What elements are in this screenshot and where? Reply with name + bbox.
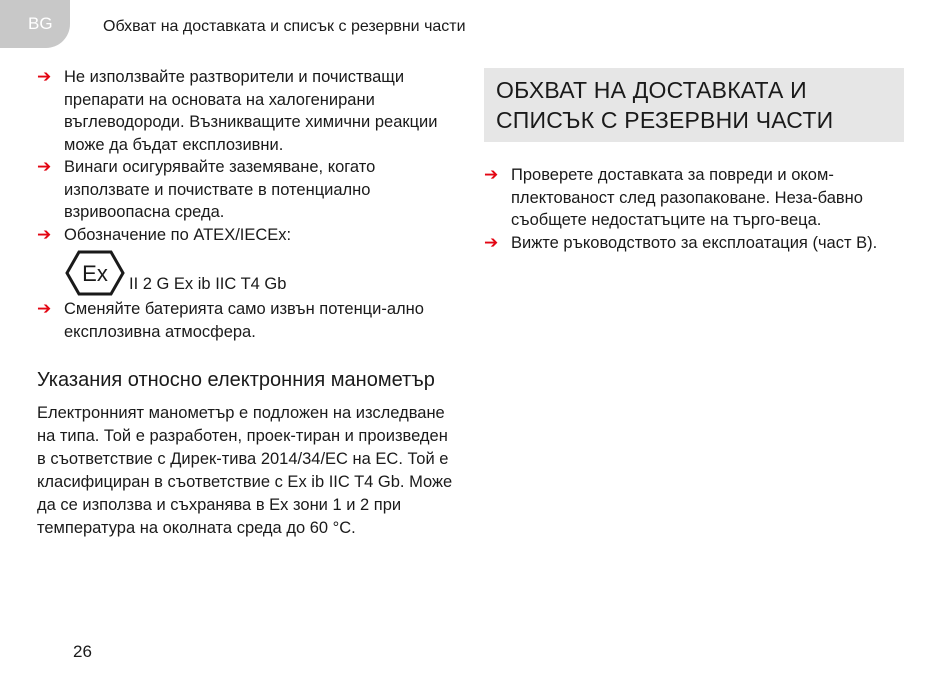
bullet-item [37,66,457,156]
bullet-text: Винаги осигурявайте заземяване, когато използвате и почиствате в потенциално взривоопасна среда. [64,158,376,221]
bullet-item [484,232,904,255]
bullet-text: Проверете доставката за повреди и оком-плектованост след разопаковане. Неза-бавно съобщете недостатъците на търго-веца. [511,166,863,229]
arrow-right-icon: ➔ [484,165,499,184]
ex-marking-text: II 2 G Ex ib IIC T4 Gb [129,275,287,293]
bullet-text: Обозначение по ATEX/IECEx: [64,225,292,244]
left-column [37,66,457,540]
ex-hexagon-icon [65,248,125,298]
header-title: Обхват на доставката и списък с резервни части [103,18,466,35]
language-tab: BG [0,0,70,48]
arrow-right-icon: ➔ [484,232,499,252]
arrow-right-icon: ➔ [37,224,52,244]
bullet-text: Вижте ръководството за експлоатация (част B). [511,233,878,252]
right-column [484,68,904,254]
subheading: Указания относно електронния манометър [37,369,435,391]
atex-marking [65,248,457,298]
bullet-item [37,298,457,343]
arrow-right-icon: ➔ [37,67,52,86]
bullet-item [484,164,904,232]
ex-symbol-label: Ex [82,261,108,286]
page-number: 26 [73,642,92,661]
arrow-right-icon: ➔ [37,157,52,176]
bullet-item [37,156,457,224]
section-heading-box [484,68,904,142]
body-paragraph: Електронният манометър е подложен на изследване на типа. Той е разработен, проек-тиран и произведен в съответствие с Дирек-тива 2014/34/ЕС на ЕС. Той е класифициран в съответствие с Ex ib IIC T4 Gb. Може да се използва и съхранява в Ex зони 1 и 2 при температура на околната среда до 60 °C. [37,404,453,537]
bullet-text: Не използвайте разтворители и почистващи препарати на основата на халогенирани въглеводороди. Възникващите химични реакции може да бъдат експлозивни. [64,68,438,154]
section-title: ОБХВАТ НА ДОСТАВКАТА И СПИСЪК С РЕЗЕРВНИ ЧАСТИ [496,77,834,133]
arrow-right-icon: ➔ [37,299,52,318]
bullet-text: Сменяйте батерията само извън потенци-ално експлозивна атмосфера. [64,300,424,341]
bullet-item [37,224,457,247]
